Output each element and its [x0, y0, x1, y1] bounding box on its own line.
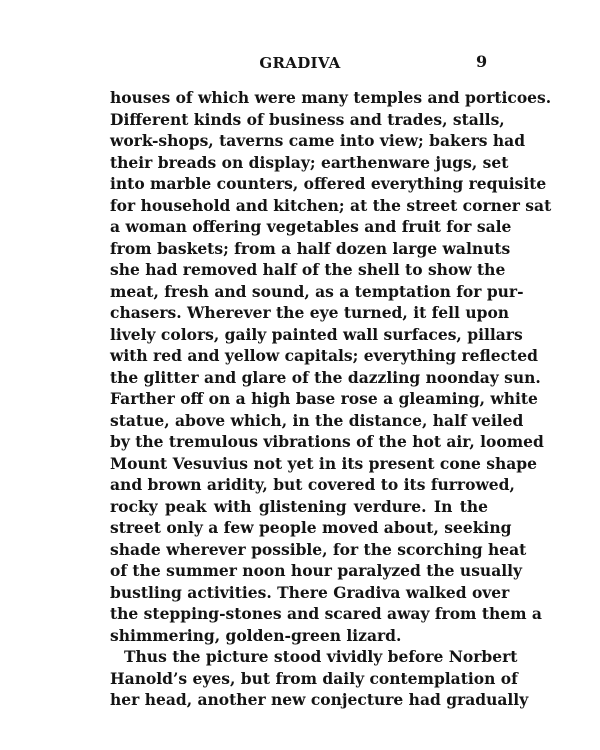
- page-number: 9: [476, 52, 488, 71]
- text-line: Different kinds of business and trades, stalls,: [110, 109, 505, 129]
- text-line: by the tremulous vibrations of the hot air, loomed: [110, 432, 544, 451]
- text-line: statue, above which, in the distance, half veiled: [110, 410, 524, 430]
- text-line: her head, another new conjecture had gradually: [110, 690, 529, 709]
- text-line: shade wherever possible, for the scorching heat: [110, 539, 527, 559]
- text-line: from baskets; from a half dozen large walnuts: [110, 238, 511, 258]
- paragraph-end-line: shimmering, golden-green lizard.: [110, 625, 402, 645]
- text-line: for household and kitchen; at the street corner sat: [110, 195, 552, 215]
- text-line: work-shops, taverns came into view; bakers had: [110, 131, 526, 150]
- text-line: with red and yellow capitals; everything reflected: [110, 346, 538, 365]
- text-line: a woman offering vegetables and fruit for sale: [110, 217, 512, 236]
- text-line: lively colors, gaily painted wall surfaces, pillars: [110, 324, 523, 344]
- text-line: Hanold’s eyes, but from daily contemplation of: [110, 668, 518, 688]
- text-line: their breads on display; earthenware jugs, set: [110, 152, 509, 172]
- text-line: the stepping-stones and scared away from them a: [110, 604, 542, 623]
- text-line: of the summer noon hour paralyzed the usually: [110, 561, 523, 580]
- text-line: Farther off on a high base rose a gleaming, white: [110, 389, 538, 408]
- text-line: and brown aridity, but covered to its furrowed,: [110, 475, 515, 494]
- text-line: into marble counters, offered everything requisite: [110, 174, 547, 193]
- text-line: chasers. Wherever the eye turned, it fell upon: [110, 303, 510, 322]
- text-line: bustling activities. There Gradiva walked over: [110, 582, 510, 602]
- text-line: street only a few people moved about, seeking: [110, 518, 512, 537]
- text-line: meat, fresh and sound, as a temptation for pur-: [110, 281, 524, 301]
- body-text: [110, 87, 552, 711]
- text-line: the glitter and glare of the dazzling noonday sun.: [110, 367, 541, 387]
- text-line: Mount Vesuvius not yet in its present cone shape: [110, 453, 537, 473]
- running-title: GRADIVA: [259, 54, 341, 72]
- text-line: rocky peak with glistening verdure. In the: [110, 496, 488, 516]
- text-line: she had removed half of the shell to show the: [110, 260, 506, 279]
- paragraph-start-line: Thus the picture stood vividly before Norbert: [124, 647, 518, 666]
- text-line: houses of which were many temples and porticoes.: [110, 88, 552, 107]
